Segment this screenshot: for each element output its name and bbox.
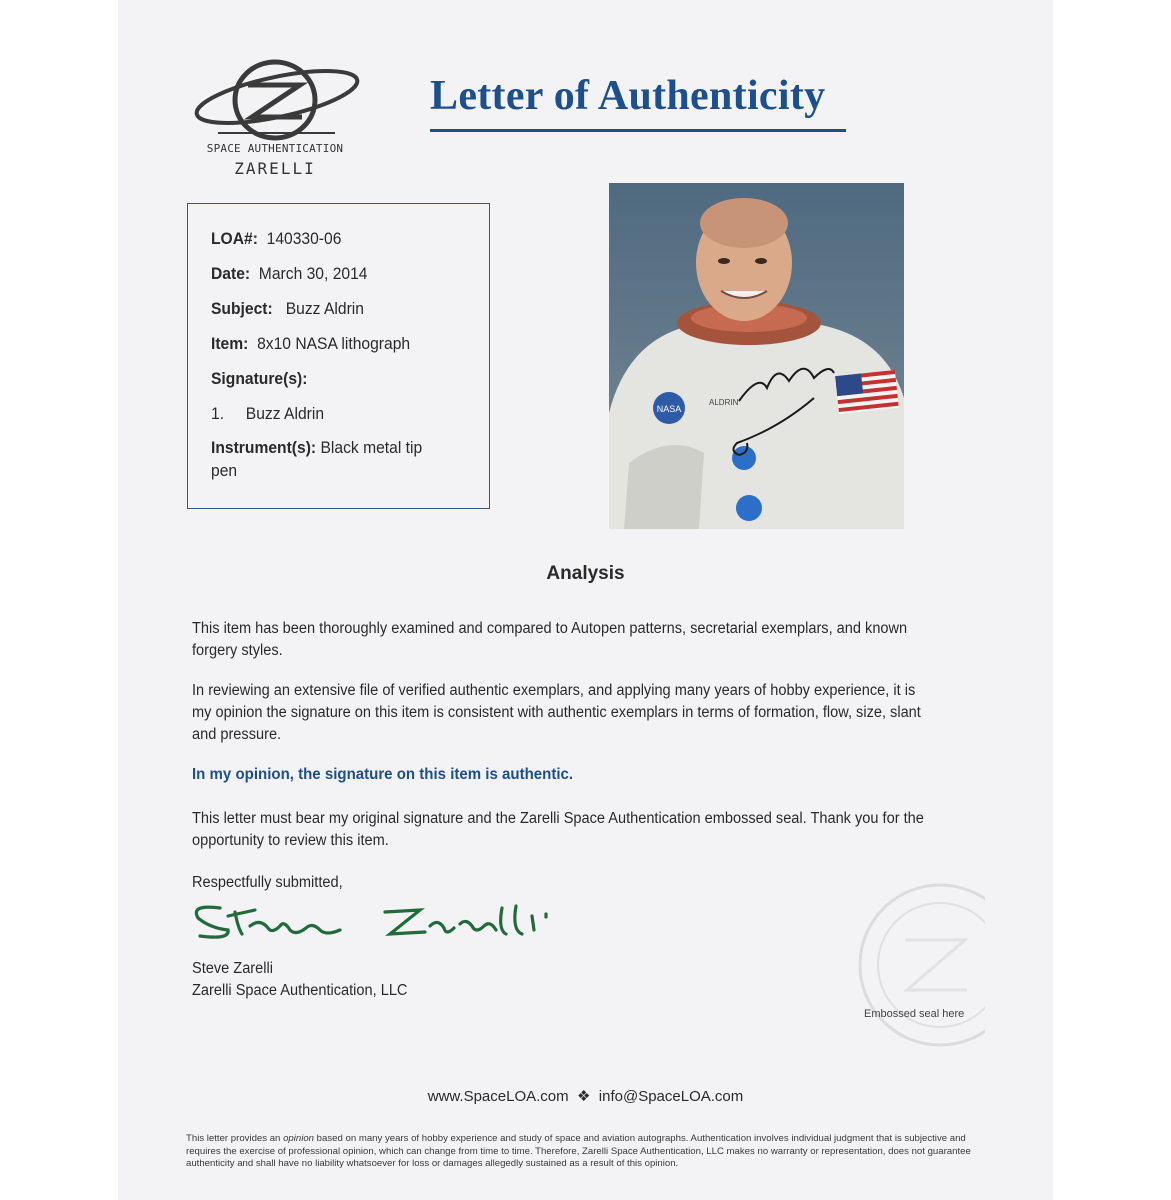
footer-contact (0, 1087, 1171, 1105)
instrument-row-2 (211, 461, 237, 481)
opinion-statement: In my opinion, the signature on this item is authentic. (192, 766, 574, 783)
item-label: Item: (211, 334, 249, 353)
signer-name: Steve Zarelli (192, 960, 273, 977)
separator-icon: ❖ (576, 1088, 591, 1105)
logo-line2: ZARELLI (234, 159, 316, 178)
disclaimer-emphasis: opinion (283, 1133, 315, 1144)
logo-line1: SPACE AUTHENTICATION (206, 142, 344, 155)
analysis-paragraph-2: In reviewing an extensive file of verified authentic exemplars, and applying many years of hobby experience, it is my opinion the signature on this item is consistent with authentic exemplars in terms of formation, flow, size, slant and pressure. (192, 682, 921, 743)
nasa-badge-text: NASA (656, 404, 682, 414)
analysis-paragraph-3: This letter must bear my original signature and the Zarelli Space Authentication embossed seal. Thank you for the opportunity to review this item. (192, 810, 924, 849)
subject-label: Subject: (211, 299, 273, 318)
analysis-paragraph-1: This item has been thoroughly examined and compared to Autopen patterns, secretarial exemplars, and known forgery styles. (192, 620, 908, 659)
closing-text: Respectfully submitted, (192, 874, 343, 891)
signatures-row (211, 369, 307, 389)
disclaimer-part-b: based on many years of hobby experience and study of space and aviation autographs. Authentication involves individual judgment that is subjective and requires the exercise of professional opinion, which can change from time to time. Therefore, Zarelli Space Authentication, LLC makes no warranty or representation, does not guarantee authenticity and shall have no liability whatsoever for loss or damages allegedly sustained as a result of this opinion. (186, 1133, 971, 1169)
disclaimer (186, 1133, 986, 1171)
analysis-heading: Analysis (546, 563, 625, 584)
instrument-value: Black metal tip (320, 438, 423, 457)
instrument-row (211, 438, 422, 458)
title-underline (430, 129, 846, 132)
email-link[interactable]: info@SpaceLOA.com (598, 1088, 744, 1105)
date-row (211, 264, 368, 284)
disclaimer-part-a: This letter provides an (186, 1133, 284, 1144)
signer-company: Zarelli Space Authentication, LLC (192, 982, 408, 999)
item-value: 8x10 NASA lithograph (257, 334, 411, 353)
instrument-label: Instrument(s): (211, 438, 317, 457)
signature-1-num: 1. (211, 404, 225, 423)
embossed-seal-icon (845, 880, 985, 1050)
loa-value: 140330-06 (266, 229, 342, 248)
subject-value: Buzz Aldrin (285, 299, 364, 318)
page-title: Letter of Authenticity (430, 73, 826, 119)
astronaut-photo (609, 183, 904, 529)
handwritten-signature (180, 890, 570, 950)
item-row (211, 334, 410, 354)
instrument-value-2: pen (211, 461, 238, 480)
signatures-label: Signature(s): (211, 369, 308, 388)
nametag-text: ALDRIN (709, 398, 739, 407)
signature-1-row (211, 404, 324, 424)
seal-label: Embossed seal here (864, 1008, 965, 1020)
loa-label: LOA#: (211, 229, 258, 248)
subject-row (211, 299, 364, 319)
date-label: Date: (211, 264, 251, 283)
website-link[interactable]: www.SpaceLOA.com (427, 1088, 569, 1105)
loa-row (211, 229, 341, 249)
signature-1-value: Buzz Aldrin (245, 404, 325, 423)
date-value: March 30, 2014 (258, 264, 368, 283)
